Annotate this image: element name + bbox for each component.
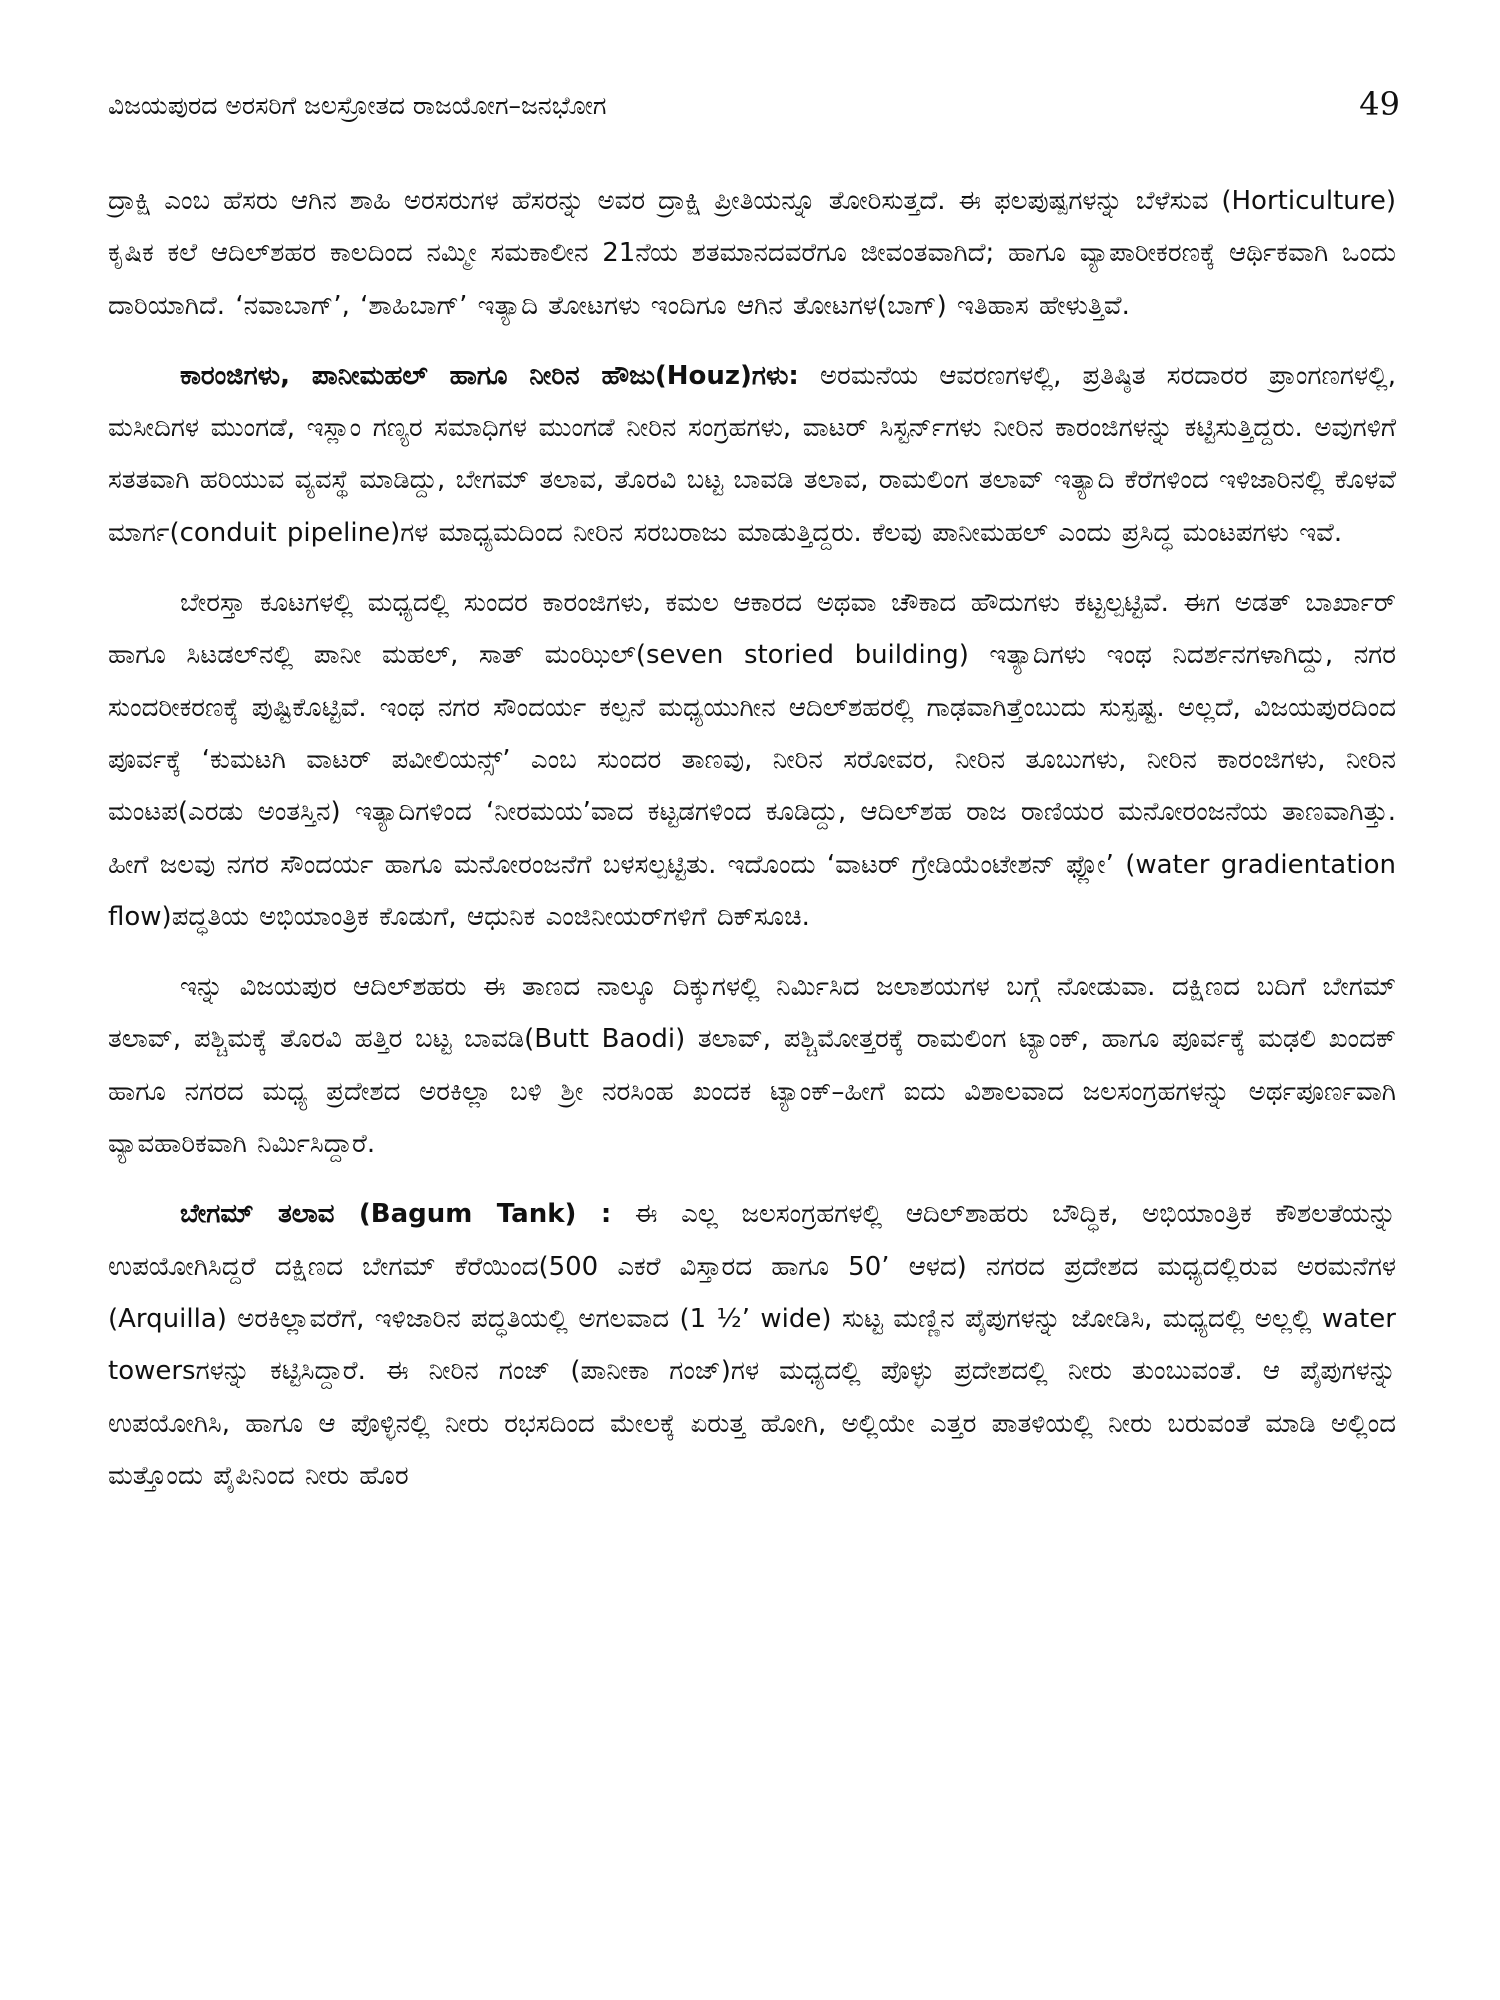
paragraph [108, 1188, 1396, 1502]
paragraph-text: ಇನ್ನು ವಿಜಯಪುರ ಆದಿಲ್‌ಶಹರು ಈ ತಾಣದ ನಾಲ್ಕೂ ದಿಕ್ಕುಗಳಲ್ಲಿ ನಿರ್ಮಿಸಿದ ಜಲಾಶಯಗಳ ಬಗ್ಗೆ ನೋಡುವಾ. ದಕ್ಷಿಣದ ಬದಿಗೆ ಬೇಗಮ್ ತಲಾವ್, ಪಶ್ಚಿಮಕ್ಕೆ ತೊರವಿ ಹತ್ತಿರ ಬಟ್ಟ ಬಾವಡಿ(Butt Baodi) ತಲಾವ್, ಪಶ್ಚಿಮೋತ್ತರಕ್ಕೆ ರಾಮಲಿಂಗ ಟ್ಯಾಂಕ್, ಹಾಗೂ ಪೂರ್ವಕ್ಕೆ ಮಢಲಿ ಖಂದಕ್ ಹಾಗೂ ನಗರದ ಮಧ್ಯ ಪ್ರದೇಶದ ಅರಕಿಲ್ಲಾ ಬಳಿ ಶ್ರೀ ನರಸಿಂಹ ಖಂದಕ ಟ್ಯಾಂಕ್–ಹೀಗೆ ಐದು ವಿಶಾಲವಾದ ಜಲಸಂಗ್ರಹಗಳನ್ನು ಅರ್ಥಪೂರ್ಣವಾಗಿ ವ್ಯಾವಹಾರಿಕವಾಗಿ ನಿರ್ಮಿಸಿದ್ದಾರೆ. [108, 972, 1396, 1160]
paragraph-text: ಅರಮನೆಯ ಆವರಣಗಳಲ್ಲಿ, ಪ್ರತಿಷ್ಠಿತ ಸರದಾರರ ಪ್ರಾಂಗಣಗಳಲ್ಲಿ, ಮಸೀದಿಗಳ ಮುಂಗಡೆ, ಇಸ್ಲಾಂ ಗಣ್ಯರ ಸಮಾಧಿಗಳ ಮುಂಗಡೆ ನೀರಿನ ಸಂಗ್ರಹಗಳು, ವಾಟರ್ ಸಿಸ್ಟರ್ನ್‌ಗಳು ನೀರಿನ ಕಾರಂಜಿಗಳನ್ನು ಕಟ್ಟಿಸುತ್ತಿದ್ದರು. ಅವುಗಳಿಗೆ ಸತತವಾಗಿ ಹರಿಯುವ ವ್ಯವಸ್ಥೆ ಮಾಡಿದ್ದು, ಬೇಗಮ್ ತಲಾವ, ತೊರವಿ ಬಟ್ಟ ಬಾವಡಿ ತಲಾವ, ರಾಮಲಿಂಗ ತಲಾವ್ ಇತ್ಯಾದಿ ಕೆರೆಗಳಿಂದ ಇಳಿಜಾರಿನಲ್ಲಿ ಕೊಳವೆ ಮಾರ್ಗ(conduit pipeline)ಗಳ ಮಾಧ್ಯಮದಿಂದ ನೀರಿನ ಸರಬರಾಜು ಮಾಡುತ್ತಿದ್ದರು. ಕೆಲವು ಪಾನೀಮಹಲ್ ಎಂದು ಪ್ರಸಿದ್ಧ ಮಂಟಪಗಳು ಇವೆ. [108, 360, 1396, 548]
running-title: ವಿಜಯಪುರದ ಅರಸರಿಗೆ ಜಲಸ್ರೋತದ ರಾಜಯೋಗ–ಜನಭೋಗ [108, 91, 607, 120]
section-lead: ಕಾರಂಜಿಗಳು, ಪಾನೀಮಹಲ್ ಹಾಗೂ ನೀರಿನ ಹೌಜು(Houz)ಗಳು: [180, 360, 799, 391]
paragraph [108, 175, 1396, 332]
section-lead: ಬೇಗಮ್ ತಲಾವ (Bagum Tank) : [180, 1199, 612, 1230]
body-text [108, 175, 1396, 1520]
paragraph [108, 577, 1396, 943]
paragraph-text: ಬೇರಸ್ತಾ ಕೂಟಗಳಲ್ಲಿ ಮಧ್ಯದಲ್ಲಿ ಸುಂದರ ಕಾರಂಜಿಗಳು, ಕಮಲ ಆಕಾರದ ಅಥವಾ ಚೌಕಾದ ಹೌದುಗಳು ಕಟ್ಟಲ್ಪಟ್ಟಿವೆ. ಈಗ ಅಡತ್ ಬಾರ್ಖಾರ್ ಹಾಗೂ ಸಿಟಡಲ್‌ನಲ್ಲಿ ಪಾನೀ ಮಹಲ್, ಸಾತ್ ಮಂಝಿಲ್(seven storied building) ಇತ್ಯಾದಿಗಳು ಇಂಥ ನಿದರ್ಶನಗಳಾಗಿದ್ದು, ನಗರ ಸುಂದರೀಕರಣಕ್ಕೆ ಪುಷ್ಟಿಕೊಟ್ಟಿವೆ. ಇಂಥ ನಗರ ಸೌಂದರ್ಯ ಕಲ್ಪನೆ ಮಧ್ಯಯುಗೀನ ಆದಿಲ್‌ಶಹರಲ್ಲಿ ಗಾಢವಾಗಿತ್ತೆಂಬುದು ಸುಸ್ಪಷ್ಟ. ಅಲ್ಲದೆ, ವಿಜಯಪುರದಿಂದ ಪೂರ್ವಕ್ಕೆ ‘ಕುಮಟಗಿ ವಾಟರ್ ಪವೀಲಿಯನ್ಸ್’ ಎಂಬ ಸುಂದರ ತಾಣವು, ನೀರಿನ ಸರೋವರ, ನೀರಿನ ತೂಬುಗಳು, ನೀರಿನ ಕಾರಂಜಿಗಳು, ನೀರಿನ ಮಂಟಪ(ಎರಡು ಅಂತಸ್ತಿನ) ಇತ್ಯಾದಿಗಳಿಂದ ‘ನೀರಮಯ’ವಾದ ಕಟ್ಟಡಗಳಿಂದ ಕೂಡಿದ್ದು, ಆದಿಲ್‌ಶಹ ರಾಜ ರಾಣಿಯರ ಮನೋರಂಜನೆಯ ತಾಣವಾಗಿತ್ತು. ಹೀಗೆ ಜಲವು ನಗರ ಸೌಂದರ್ಯ ಹಾಗೂ ಮನೋರಂಜನೆಗೆ ಬಳಸಲ್ಪಟ್ಟಿತು. ಇದೊಂದು ‘ವಾಟರ್ ಗ್ರೇಡಿಯೆಂಟೇಶನ್ ಫ್ಲೋ’ (water gradientation flow)ಪದ್ಧತಿಯ ಅಭಿಯಾಂತ್ರಿಕ ಕೊಡುಗೆ, ಆಧುನಿಕ ಎಂಜಿನೀಯರ್‌ಗಳಿಗೆ ದಿಕ್‌ಸೂಚಿ. [108, 588, 1396, 932]
page-number: 49 [1359, 85, 1400, 123]
paragraph-text: ದ್ರಾಕ್ಷಿ ಎಂಬ ಹೆಸರು ಆಗಿನ ಶಾಹಿ ಅರಸರುಗಳ ಹೆಸರನ್ನು ಅವರ ದ್ರಾಕ್ಷಿ ಪ್ರೀತಿಯನ್ನೂ ತೋರಿಸುತ್ತದೆ. ಈ ಫಲಪುಷ್ಪಗಳನ್ನು ಬೆಳೆಸುವ (Horticulture) ಕೃಷಿಕ ಕಲೆ ಆದಿಲ್‌ಶಹರ ಕಾಲದಿಂದ ನಮ್ಮೀ ಸಮಕಾಲೀನ 21ನೆಯ ಶತಮಾನದವರೆಗೂ ಜೀವಂತವಾಗಿದೆ; ಹಾಗೂ ವ್ಯಾಪಾರೀಕರಣಕ್ಕೆ ಆರ್ಥಿಕವಾಗಿ ಒಂದು ದಾರಿಯಾಗಿದೆ. ‘ನವಾಬಾಗ್’, ‘ಶಾಹಿಬಾಗ್’ ಇತ್ಯಾದಿ ತೋಟಗಳು ಇಂದಿಗೂ ಆಗಿನ ತೋಟಗಳ(ಬಾಗ್) ಇತಿಹಾಸ ಹೇಳುತ್ತಿವೆ. [108, 186, 1396, 321]
paragraph [108, 350, 1396, 559]
paragraph [108, 961, 1396, 1170]
paragraph-text: ಈ ಎಲ್ಲ ಜಲಸಂಗ್ರಹಗಳಲ್ಲಿ ಆದಿಲ್‌ಶಾಹರು ಬೌದ್ಧಿಕ, ಅಭಿಯಾಂತ್ರಿಕ ಕೌಶಲತೆಯನ್ನು ಉಪಯೋಗಿಸಿದ್ದರೆ ದಕ್ಷಿಣದ ಬೇಗಮ್ ಕೆರೆಯಿಂದ(500 ಎಕರೆ ವಿಸ್ತಾರದ ಹಾಗೂ 50’ ಆಳದ) ನಗರದ ಪ್ರದೇಶದ ಮಧ್ಯದಲ್ಲಿರುವ ಅರಮನೆಗಳ (Arquilla) ಅರಕಿಲ್ಲಾವರೆಗೆ, ಇಳಿಜಾರಿನ ಪದ್ಧತಿಯಲ್ಲಿ ಅಗಲವಾದ (1 ½’ wide) ಸುಟ್ಟ ಮಣ್ಣಿನ ಪೈಪುಗಳನ್ನು ಜೋಡಿಸಿ, ಮಧ್ಯದಲ್ಲಿ ಅಲ್ಲಲ್ಲಿ water towersಗಳನ್ನು ಕಟ್ಟಿಸಿದ್ದಾರೆ. ಈ ನೀರಿನ ಗಂಜ್ (ಪಾನೀಕಾ ಗಂಜ್)ಗಳ ಮಧ್ಯದಲ್ಲಿ ಪೊಳ್ಳು ಪ್ರದೇಶದಲ್ಲಿ ನೀರು ತುಂಬುವಂತೆ. ಆ ಪೈಪುಗಳನ್ನು ಉಪಯೋಗಿಸಿ, ಹಾಗೂ ಆ ಪೊಳ್ಳಿನಲ್ಲಿ ನೀರು ರಭಸದಿಂದ ಮೇಲಕ್ಕೆ ಏರುತ್ತ ಹೋಗಿ, ಅಲ್ಲಿಯೇ ಎತ್ತರ ಪಾತಳಿಯಲ್ಲಿ ನೀರು ಬರುವಂತೆ ಮಾಡಿ ಅಲ್ಲಿಂದ ಮತ್ತೊಂದು ಪೈಪಿನಿಂದ ನೀರು ಹೊರ [108, 1199, 1396, 1491]
